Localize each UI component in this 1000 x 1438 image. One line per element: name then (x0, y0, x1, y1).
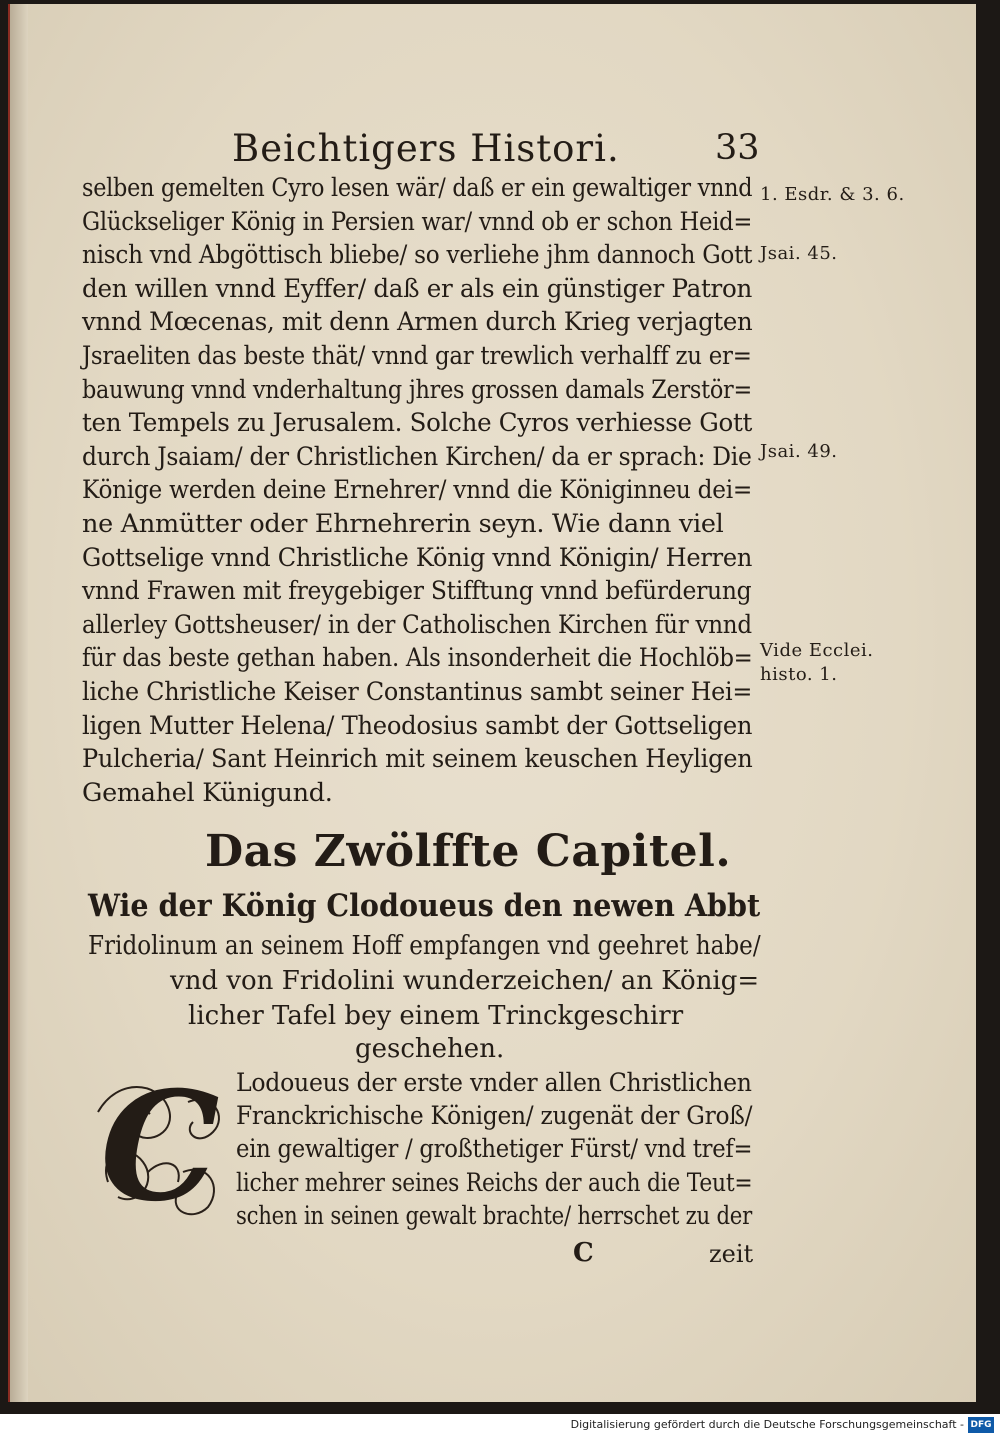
chapter-summary-line: Wie der König Clodoueus den newen Abbt (88, 888, 761, 924)
body-line: Gottselige vnnd Christliche König vnnd Königin/ Herren (82, 542, 753, 573)
dfg-logo-icon: DFG (968, 1417, 994, 1433)
marginal-note: Jsai. 49. (760, 441, 838, 462)
paragraph-line: licher mehrer seines Reichs der auch die Teut= (236, 1168, 753, 1198)
initial-letter: C (100, 1059, 220, 1235)
paragraph-line: schen in seinen gewalt brachte/ herrschet zu der (236, 1201, 752, 1231)
body-line: für das beste gethan haben. Als insonderheit die Hochlöb= (82, 643, 753, 674)
chapter-summary-line: Fridolinum an seinem Hoff empfangen vnd geehret habe/ (88, 931, 761, 961)
body-line: ligen Mutter Helena/ Theodosius sambt der Gottseligen (82, 710, 753, 741)
page-number: 33 (715, 128, 760, 168)
body-line: allerley Gottsheuser/ in der Catholischen Kirchen für vnnd (82, 609, 752, 640)
decorated-initial (88, 1059, 232, 1235)
body-line: Glückseliger König in Persien war/ vnnd ob er schon Heid= (82, 206, 753, 237)
body-line: ne Anmütter oder Ehrnehrerin seyn. Wie dann viel (82, 509, 724, 539)
paragraph-line: Lodoueus der erste vnder allen Christlichen (236, 1068, 752, 1098)
chapter-heading: Das Zwölffte Capitel. (205, 826, 732, 877)
catchword: zeit (709, 1240, 754, 1268)
body-line: ten Tempels zu Jerusalem. Solche Cyros verhiesse Gott (82, 408, 753, 439)
footer-bar (0, 1414, 1000, 1438)
body-line: durch Jsaiam/ der Christlichen Kirchen/ da er sprach: Die (82, 441, 752, 472)
running-head: Beichtigers Histori. (232, 127, 620, 170)
signature-mark: C (573, 1238, 594, 1268)
marginal-note: 1. Esdr. & 3. 6. (760, 184, 905, 205)
body-line: bauwung vnnd vnderhaltung jhres grossen damals Zerstör= (82, 374, 752, 405)
marginal-note: histo. 1. (760, 664, 838, 685)
body-line: vnnd Mœcenas, mit denn Armen durch Krieg verjagten (82, 307, 753, 338)
body-line: Jsraeliten das beste thät/ vnnd gar trewlich verhalff zu er= (82, 341, 752, 371)
chapter-summary-line: vnd von Fridolini wunderzeichen/ an König= (170, 966, 760, 996)
body-line: Pulcheria/ Sant Heinrich mit seinem keuschen Heyligen (82, 744, 753, 775)
body-line: liche Christliche Keiser Constantinus sambt seiner Hei= (82, 677, 753, 707)
body-line: nisch vnd Abgöttisch bliebe/ so verliehe jhm dannoch Gott (82, 240, 753, 271)
body-line: Könige werden deine Ernehrer/ vnnd die Königinneu dei= (82, 475, 753, 506)
footer-credit: Digitalisierung gefördert durch die Deutsche Forschungsgemeinschaft - (570, 1418, 964, 1431)
paragraph-line: Franckrichische Königen/ zugenät der Groß/ (236, 1101, 753, 1131)
paragraph-line: ein gewaltiger / großthetiger Fürst/ vnd tref= (236, 1134, 753, 1164)
page-gutter (10, 4, 28, 1402)
marginal-note: Vide Ecclei. (760, 640, 874, 661)
marginal-note: Jsai. 45. (760, 243, 838, 264)
body-line: vnnd Frawen mit freygebiger Stifftung vnnd befürderung (82, 576, 752, 607)
body-line: selben gemelten Cyro lesen wär/ daß er ein gewaltiger vnnd (82, 173, 753, 203)
body-line: den willen vnnd Eyffer/ daß er als ein günstiger Patron (82, 273, 753, 304)
chapter-summary-line: licher Tafel bey einem Trinckgeschirr (188, 1001, 684, 1031)
chapter-summary-line: geschehen. (355, 1034, 505, 1064)
body-line: Gemahel Künigund. (82, 777, 333, 808)
